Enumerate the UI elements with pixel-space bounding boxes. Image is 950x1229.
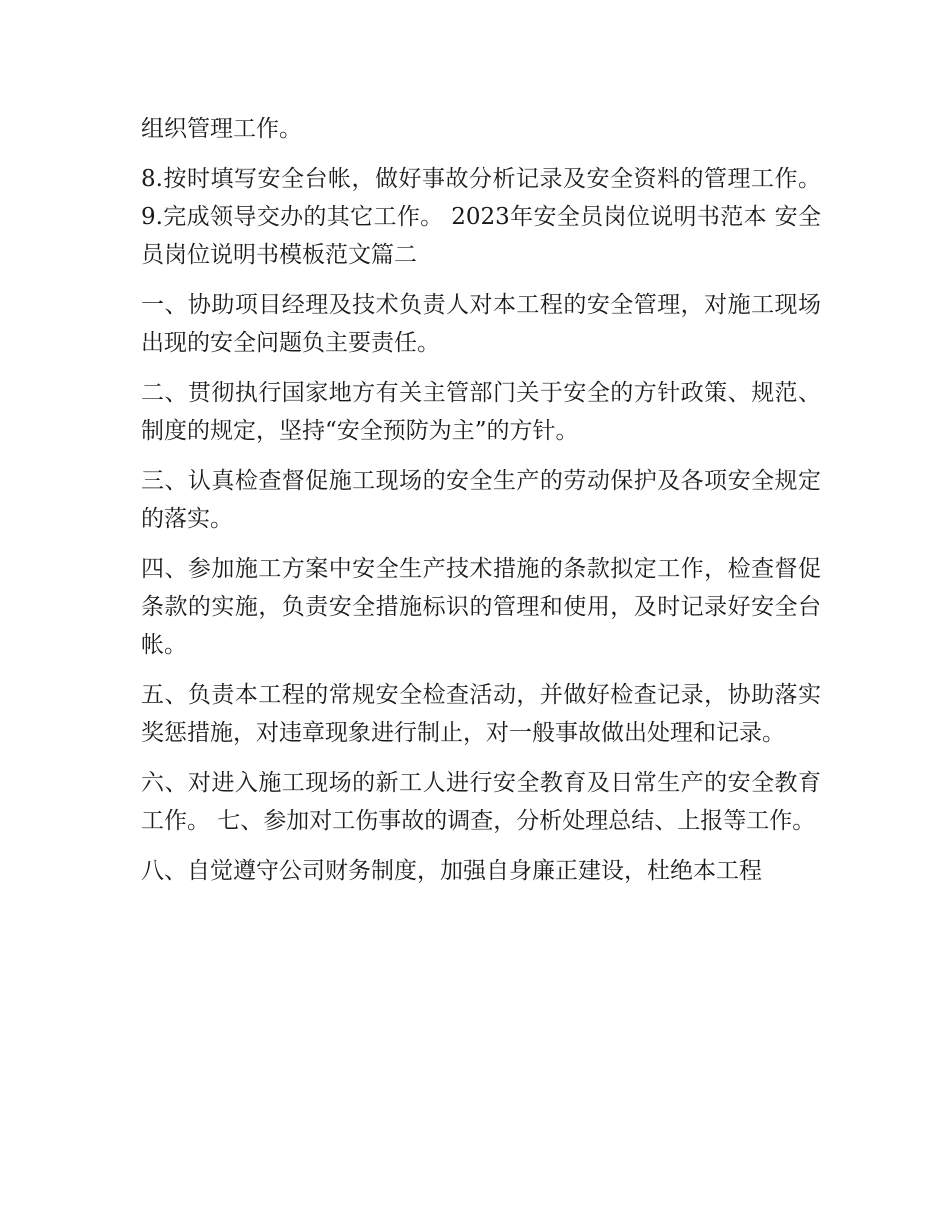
paragraph-8: 六、对进入施工现场的新工人进行安全教育及日常生产的安全教育工作。 七、参加对工伤事故的调查，分析处理总结、上报等工作。 bbox=[141, 770, 821, 834]
paragraph-1: 组织管理工作。 bbox=[141, 116, 302, 142]
document-body bbox=[141, 110, 821, 902]
paragraph-9: 八、自觉遵守公司财务制度，加强自身廉正建设，杜绝本工程 bbox=[141, 858, 762, 884]
paragraph-5: 三、认真检查督促施工现场的安全生产的劳动保护及各项安全规定的落实。 bbox=[141, 468, 821, 532]
paragraph-7: 五、负责本工程的常规安全检查活动，并做好检查记录，协助落实奖惩措施，对违章现象进行制止，对一般事故做出处理和记录。 bbox=[141, 682, 821, 746]
paragraph-6: 四、参加施工方案中安全生产技术措施的条款拟定工作，检查督促条款的实施，负责安全措施标识的管理和使用，及时记录好安全台帐。 bbox=[141, 556, 821, 658]
paragraph-4: 二、贯彻执行国家地方有关主管部门关于安全的方针政策、规范、制度的规定，坚持“安全预防为主”的方针。 bbox=[141, 380, 821, 444]
paragraph-3: 一、协助项目经理及技术负责人对本工程的安全管理，对施工现场出现的安全问题负主要责任。 bbox=[141, 292, 821, 356]
paragraph-2: 8.按时填写安全台帐，做好事故分析记录及安全资料的管理工作。 9.完成领导交办的其它工作。 2023年安全员岗位说明书范本 安全员岗位说明书模板范文篇二 bbox=[141, 166, 821, 268]
